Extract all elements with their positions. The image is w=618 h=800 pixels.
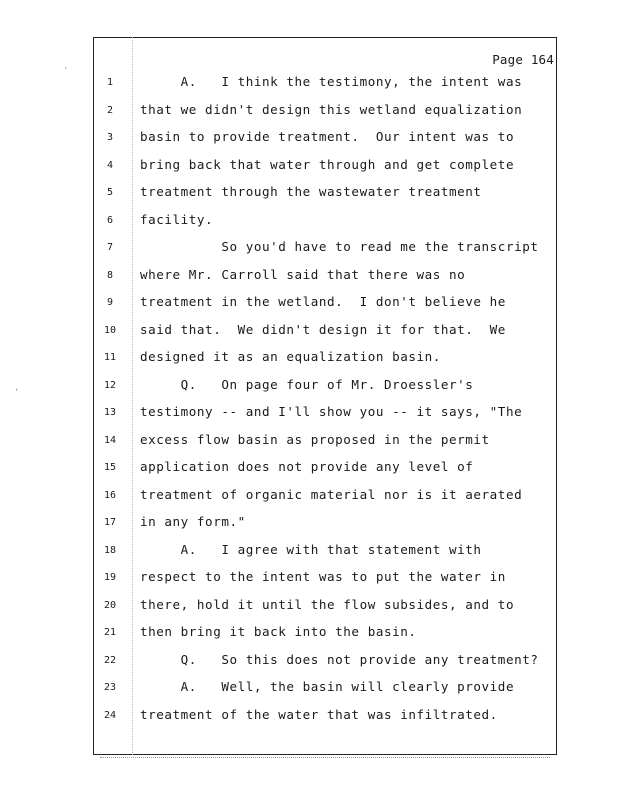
transcript-line: [0, 652, 618, 670]
line-text: respect to the intent was to put the water in: [140, 569, 506, 584]
stray-mark: ': [14, 388, 20, 398]
line-text: application does not provide any level of: [140, 459, 474, 474]
line-number: 15: [103, 462, 117, 473]
line-number: 14: [103, 434, 117, 446]
line-number: 7: [106, 242, 114, 253]
transcript-line: [0, 129, 618, 147]
line-text: A. I agree with that statement with: [140, 541, 482, 557]
line-number: 16: [103, 489, 117, 501]
line-text: Q. So this does not provide any treatment?: [140, 651, 539, 667]
line-text: treatment in the wetland. I don't believe he: [140, 294, 506, 309]
line-text: A. I think the testimony, the intent was: [140, 74, 523, 89]
transcript-line: [0, 74, 618, 92]
line-number: 23: [103, 682, 117, 693]
line-number: 11: [103, 352, 117, 363]
line-number: 21: [103, 627, 117, 638]
transcript-line: [0, 157, 618, 175]
transcript-line: [0, 459, 618, 477]
transcript-line: [0, 624, 618, 642]
transcript-line: [0, 184, 618, 202]
line-number: 19: [103, 572, 117, 583]
line-text: that we didn't design this wetland equalization: [140, 101, 523, 117]
transcript-line: [0, 487, 618, 505]
transcript-line: [0, 102, 618, 120]
transcript-line: [0, 294, 618, 312]
line-text: then bring it back into the basin.: [140, 624, 417, 639]
line-number: 18: [103, 544, 117, 556]
line-text: designed it as an equalization basin.: [140, 349, 441, 364]
line-number: 2: [106, 104, 114, 116]
line-text: there, hold it until the flow subsides, and to: [140, 596, 515, 612]
transcript-line: [0, 597, 618, 615]
page-number: Page 164: [492, 52, 554, 67]
line-number: 1: [106, 77, 114, 88]
line-text: Q. On page four of Mr. Droessler's: [140, 376, 474, 392]
line-number: 24: [103, 709, 117, 721]
line-number: 22: [103, 654, 117, 666]
line-text: basin to provide treatment. Our intent was to: [140, 129, 515, 144]
line-number: 9: [106, 297, 114, 308]
transcript-line: [0, 679, 618, 697]
line-text: testimony -- and I'll show you -- it says, "The: [140, 404, 523, 419]
line-text: facility.: [140, 211, 214, 227]
transcript-line: [0, 322, 618, 340]
line-text: treatment through the wastewater treatment: [140, 184, 482, 199]
line-number: 20: [103, 599, 117, 611]
line-text: excess flow basin as proposed in the permit: [140, 431, 490, 447]
transcript-line: [0, 432, 618, 450]
line-number: 17: [103, 517, 117, 528]
line-number: 10: [103, 324, 117, 336]
line-text: So you'd have to read me the transcript: [140, 239, 539, 254]
line-number: 12: [103, 379, 117, 391]
line-number: 8: [106, 269, 114, 281]
transcript-line: [0, 707, 618, 725]
line-number: 6: [106, 214, 114, 226]
stray-mark: ·: [63, 64, 69, 74]
line-text: in any form.": [140, 514, 246, 529]
line-number: 4: [106, 159, 114, 171]
line-number: 3: [106, 132, 114, 143]
line-text: treatment of the water that was infiltrated.: [140, 706, 498, 722]
transcript-line: [0, 239, 618, 257]
transcript-line: [0, 569, 618, 587]
line-number: 13: [103, 407, 117, 418]
transcript-line: [0, 349, 618, 367]
line-text: bring back that water through and get complete: [140, 156, 515, 172]
bottom-rule: [100, 757, 550, 758]
transcript-line: [0, 267, 618, 285]
transcript-line: [0, 377, 618, 395]
line-number: 5: [106, 187, 114, 198]
transcript-line: [0, 404, 618, 422]
line-text: treatment of organic material nor is it aerated: [140, 486, 523, 502]
transcript-line: [0, 542, 618, 560]
line-text: said that. We didn't design it for that. We: [140, 321, 506, 337]
transcript-line: [0, 514, 618, 532]
line-text: A. Well, the basin will clearly provide: [140, 679, 515, 694]
line-text: where Mr. Carroll said that there was no: [140, 266, 466, 282]
transcript-line: [0, 212, 618, 230]
